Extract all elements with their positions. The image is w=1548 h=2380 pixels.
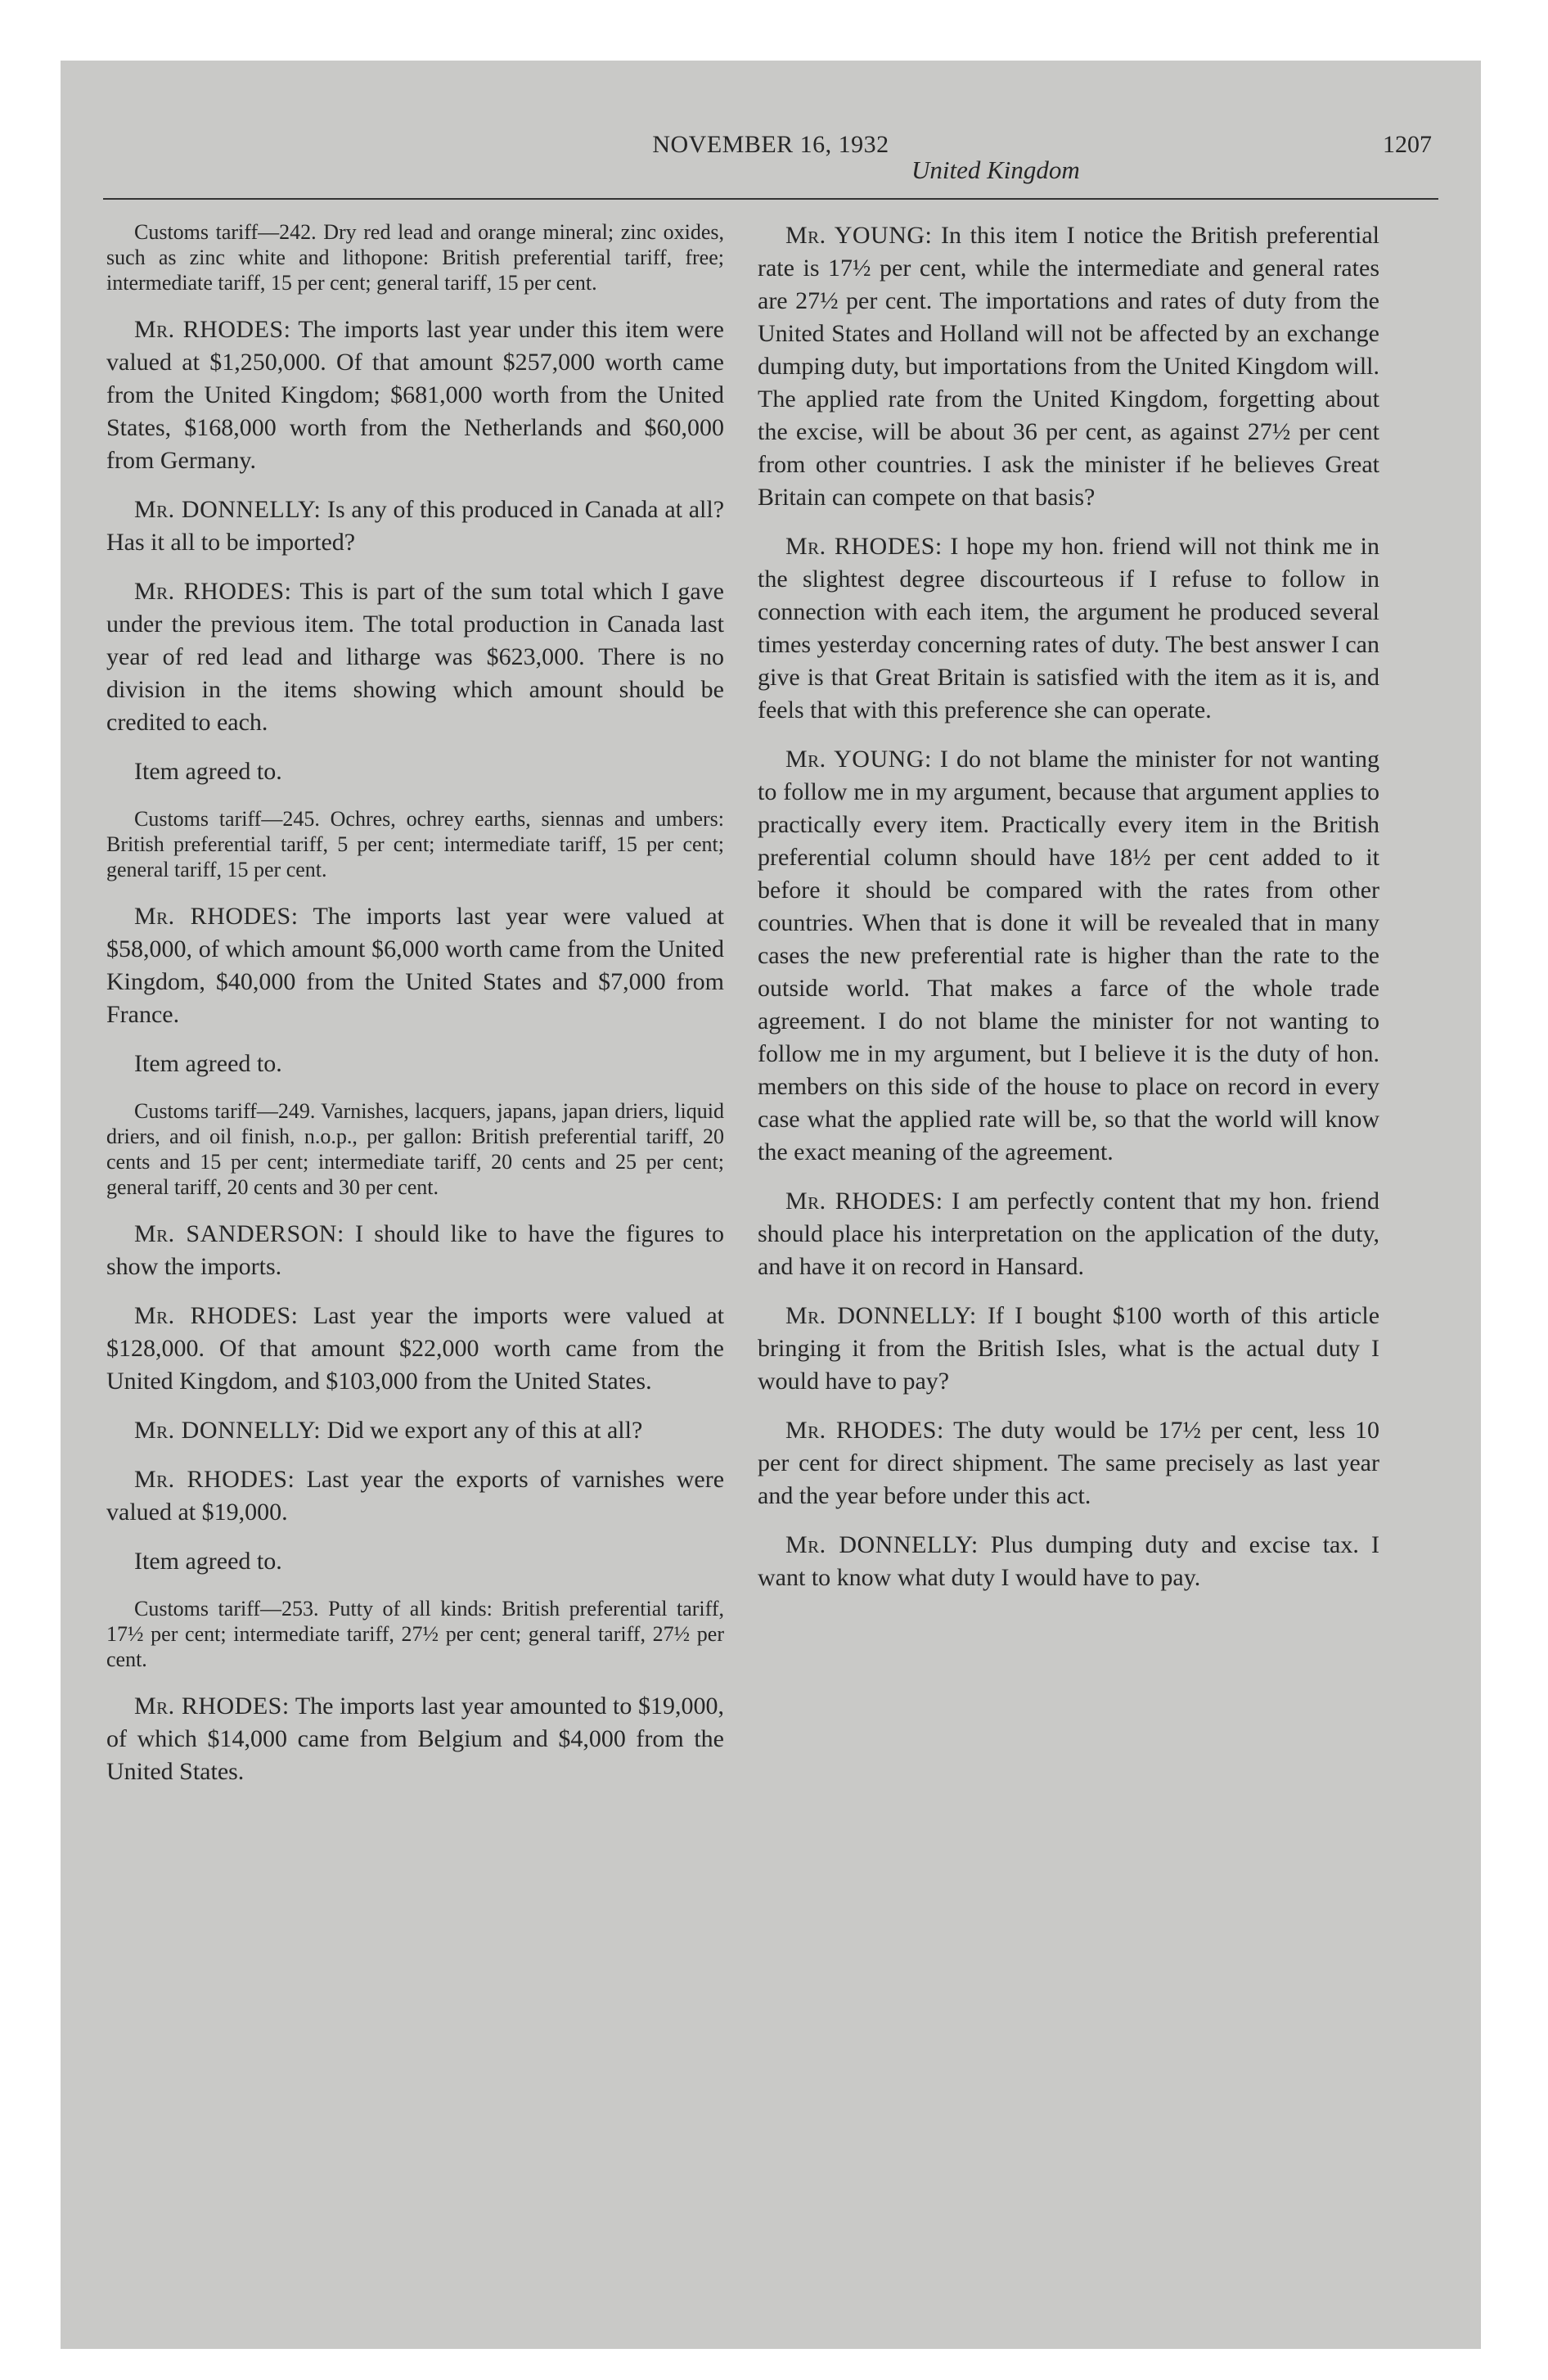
speech-paragraph [106,900,724,1031]
speaker-name: Mr. DONNELLY: [134,1417,322,1444]
speech-text: The imports last year amounted to $19,000, of which $14,000 came from Belgium and $4,000 from the United States. [106,1693,725,1785]
speech-text: I hope my hon. friend will not think me in the slightest degree discourteous if I refuse to follow in connection with each item, the argument he produced several times yesterday concerning rates of duty. The best answer I can give is that Great Britain is satisfied with the item as it is, and feels that with this preference she can operate. [758,533,1379,723]
speaker-name: Mr. DONNELLY: [785,1531,979,1558]
speaker-name: Mr. RHODES: [785,533,943,560]
speech-paragraph [106,575,724,739]
item-agreed-note: Item agreed to. [134,1548,282,1575]
speech-paragraph [106,1463,724,1529]
speech-text: Last year the imports were valued at $128,000. Of that amount $22,000 worth came from the United Kingdom, and $103,000 from the United States. [106,1302,725,1395]
item-agreed-note: Item agreed to. [134,758,282,785]
tariff-item: Customs tariff—253. Putty of all kinds: British preferential tariff, 17½ per cent; intermediate tariff, 27½ per cent; general tariff, 27½ per cent. [106,1597,724,1671]
speech-paragraph [106,1414,724,1447]
speaker-name: Mr. YOUNG: [785,222,933,249]
speaker-name: Mr. YOUNG: [785,746,932,773]
speaker-name: Mr. RHODES: [785,1417,944,1444]
speech-text: In this item I notice the British preferential rate is 17½ per cent, while the intermediate and general rates are 27½ per cent. The importations and rates of duty from the United States and Holland will not be affected by an exchange dumping duty, but importations from the United Kingdom will. The applied rate from the United Kingdom, forgetting about the excise, will be about 36 per cent, as against 27½ per cent from other countries. I ask the minister if he believes Great Britain can compete on that basis? [758,222,1380,511]
item-agreed-note: Item agreed to. [134,1050,282,1077]
speech-paragraph [106,494,724,559]
speech-text: The duty would be 17½ per cent, less 10 per cent for direct shipment. The same precisely as last year and the year before under this act. [758,1417,1380,1509]
speech-paragraph [758,1185,1379,1283]
speech-text: I am perfectly content that my hon. friend should place his interpretation on the application of the duty, and have it on record in Hansard. [758,1188,1380,1280]
left-column [106,219,724,1805]
speech-text: The imports last year under this item were valued at $1,250,000. Of that amount $257,000 worth came from the United Kingdom; $681,000 worth from the United States, $168,000 worth from the Netherlands and $60,000 from Germany. [106,316,724,474]
tariff-item: Customs tariff—242. Dry red lead and orange mineral; zinc oxides, such as zinc white and lithopone: British preferential tariff, free; intermediate tariff, 15 per cent; general tariff, 15 per cent. [106,220,724,295]
page-number: 1207 [1383,131,1432,158]
speech-paragraph [758,1300,1379,1398]
speech-paragraph [758,1414,1379,1512]
speaker-name: Mr. DONNELLY: [785,1302,977,1329]
document-page [61,61,1481,2349]
speech-paragraph [106,1218,724,1283]
speech-text: If I bought $100 worth of this article bringing it from the British Isles, what is the actual duty I would have to pay? [758,1302,1380,1395]
speech-text: I do not blame the minister for not wanting to follow me in my argument, because that argument applies to practically every item. Practically every item in the British preferential column should have 18½ per cent added to it before it should be compared with the rates from other countries. When that is done it will be revealed that in many cases the new preferential rate is higher than the rate to the outside world. That makes a farce of the whole trade agreement. I do not blame the minister for not wanting to follow me in my argument, but I believe it is the duty of hon. members on this side of the house to place on record in every case what the applied rate will be, so that the world will know the exact meaning of the agreement. [758,746,1380,1165]
speech-text: Last year the exports of varnishes were valued at $19,000. [106,1466,725,1526]
speech-paragraph [758,1529,1379,1594]
tariff-item: Customs tariff—245. Ochres, ochrey earths, siennas and umbers: British preferential tariff, 5 per cent; intermediate tariff, 15 per cent; general tariff, 15 per cent. [106,807,724,881]
speech-text: I should like to have the figures to show the imports. [106,1220,725,1280]
speaker-name: Mr. RHODES: [134,1302,299,1329]
header-section-title: United Kingdom [911,156,1080,184]
speaker-name: Mr. RHODES: [134,1466,295,1493]
speaker-name: Mr. RHODES: [134,903,299,930]
right-column [758,219,1379,1611]
speaker-name: Mr. RHODES: [134,316,291,343]
speech-paragraph [106,313,724,477]
header-rule [103,198,1438,200]
page-header [61,131,1481,184]
speech-paragraph [106,1690,724,1788]
tariff-item: Customs tariff—249. Varnishes, lacquers, japans, japan driers, liquid driers, and oil finish, n.o.p., per gallon: British preferential tariff, 20 cents and 15 per cent; intermediate tariff, 20 cents and 25 per cent; general tariff, 20 cents and 30 per cent. [106,1099,724,1199]
speech-paragraph [106,1300,724,1398]
speaker-name: Mr. DONNELLY: [134,496,322,523]
speaker-name: Mr. RHODES: [134,1693,290,1720]
speech-text: Is any of this produced in Canada at all? Has it all to be imported? [106,496,725,556]
speech-text: Did we export any of this at all? [326,1417,643,1444]
speech-text: Plus dumping duty and excise tax. I want to know what duty I would have to pay. [758,1531,1380,1591]
speaker-name: Mr. RHODES: [134,578,292,605]
speaker-name: Mr. RHODES: [785,1188,943,1215]
speech-paragraph [758,530,1379,727]
speech-paragraph [758,219,1379,514]
speech-text: This is part of the sum total which I gave under the previous item. The total production in Canada last year of red lead and litharge was $623,000. There is no division in the items showing which amount should be credited to each. [106,578,724,736]
speech-paragraph [758,743,1379,1169]
speaker-name: Mr. SANDERSON: [134,1220,344,1247]
speech-text: The imports last year were valued at $58,000, of which amount $6,000 worth came from the United Kingdom, $40,000 from the United States and $7,000 from France. [106,903,724,1028]
header-date: NOVEMBER 16, 1932 [652,131,889,158]
